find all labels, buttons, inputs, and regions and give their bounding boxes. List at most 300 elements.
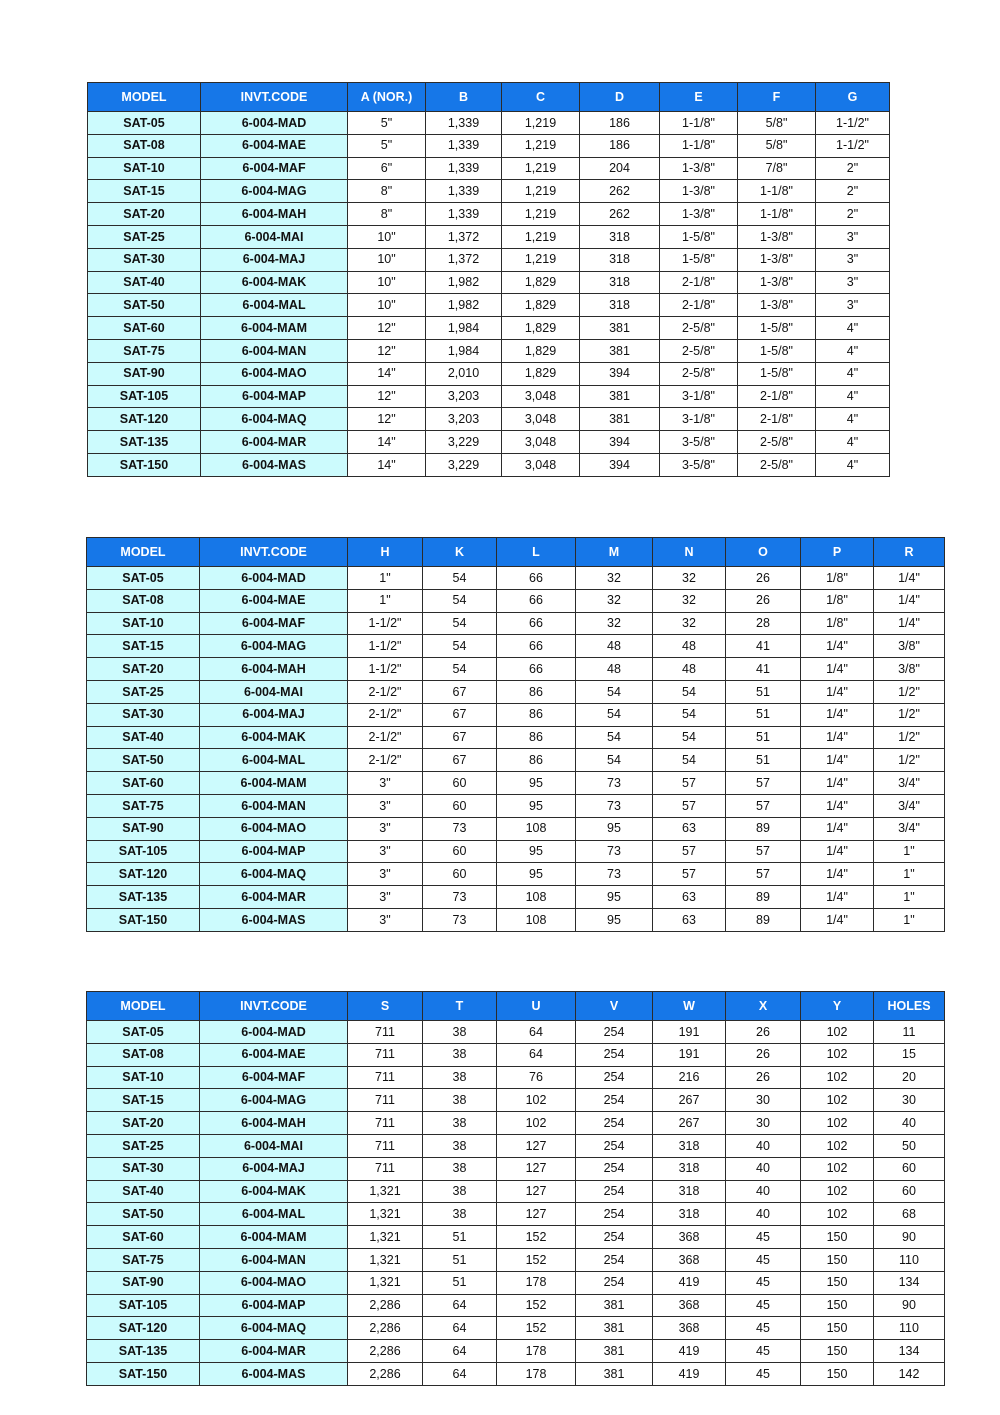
value-cell: 40 xyxy=(726,1203,801,1226)
value-cell: 1,372 xyxy=(426,248,502,271)
model-cell: SAT-08 xyxy=(88,134,201,157)
value-cell: 3,229 xyxy=(426,453,502,476)
dimensions-table-1 xyxy=(87,82,890,477)
column-header: L xyxy=(497,538,576,567)
invt-code-cell: 6-004-MAF xyxy=(200,612,348,635)
value-cell: 54 xyxy=(576,703,653,726)
value-cell: 8" xyxy=(348,180,426,203)
value-cell: 1" xyxy=(348,567,423,590)
value-cell: 6" xyxy=(348,157,426,180)
value-cell: 3" xyxy=(348,886,423,909)
value-cell: 5" xyxy=(348,134,426,157)
value-cell: 76 xyxy=(497,1066,576,1089)
value-cell: 711 xyxy=(348,1066,423,1089)
table-row xyxy=(87,863,945,886)
model-cell: SAT-120 xyxy=(87,863,200,886)
invt-code-cell: 6-004-MAI xyxy=(200,680,348,703)
value-cell: 32 xyxy=(576,612,653,635)
value-cell: 150 xyxy=(801,1271,874,1294)
value-cell: 1/4" xyxy=(801,908,874,931)
value-cell: 381 xyxy=(576,1317,653,1340)
value-cell: 2-5/8" xyxy=(738,453,816,476)
value-cell: 57 xyxy=(726,794,801,817)
value-cell: 95 xyxy=(497,772,576,795)
value-cell: 204 xyxy=(580,157,660,180)
value-cell: 318 xyxy=(653,1203,726,1226)
value-cell: 64 xyxy=(497,1021,576,1044)
value-cell: 178 xyxy=(497,1340,576,1363)
value-cell: 1,829 xyxy=(502,362,580,385)
value-cell: 73 xyxy=(576,772,653,795)
model-cell: SAT-15 xyxy=(88,180,201,203)
value-cell: 60 xyxy=(874,1180,945,1203)
value-cell: 1" xyxy=(874,840,945,863)
value-cell: 32 xyxy=(653,589,726,612)
value-cell: 28 xyxy=(726,612,801,635)
value-cell: 64 xyxy=(423,1362,497,1385)
value-cell: 1/4" xyxy=(874,612,945,635)
value-cell: 5/8" xyxy=(738,134,816,157)
value-cell: 86 xyxy=(497,703,576,726)
value-cell: 1,829 xyxy=(502,294,580,317)
invt-code-cell: 6-004-MAK xyxy=(200,1180,348,1203)
value-cell: 54 xyxy=(653,749,726,772)
table-row xyxy=(88,408,890,431)
model-cell: SAT-25 xyxy=(87,1134,200,1157)
invt-code-cell: 6-004-MAE xyxy=(200,1043,348,1066)
value-cell: 254 xyxy=(576,1226,653,1249)
value-cell: 60 xyxy=(423,772,497,795)
invt-code-cell: 6-004-MAO xyxy=(200,1271,348,1294)
table-row xyxy=(88,317,890,340)
model-cell: SAT-75 xyxy=(88,339,201,362)
table-row xyxy=(87,612,945,635)
value-cell: 45 xyxy=(726,1362,801,1385)
value-cell: 38 xyxy=(423,1157,497,1180)
value-cell: 152 xyxy=(497,1294,576,1317)
value-cell: 102 xyxy=(801,1043,874,1066)
value-cell: 1-5/8" xyxy=(660,225,738,248)
model-cell: SAT-50 xyxy=(88,294,201,317)
invt-code-cell: 6-004-MAP xyxy=(200,840,348,863)
value-cell: 2" xyxy=(816,157,890,180)
model-cell: SAT-08 xyxy=(87,1043,200,1066)
table-row xyxy=(87,794,945,817)
table-row xyxy=(87,567,945,590)
column-header: G xyxy=(816,83,890,112)
column-header: INVT.CODE xyxy=(200,538,348,567)
value-cell: 102 xyxy=(801,1112,874,1135)
model-cell: SAT-05 xyxy=(88,112,201,135)
value-cell: 318 xyxy=(580,271,660,294)
invt-code-cell: 6-004-MAH xyxy=(200,1112,348,1135)
value-cell: 15 xyxy=(874,1043,945,1066)
model-cell: SAT-40 xyxy=(88,271,201,294)
value-cell: 20 xyxy=(874,1066,945,1089)
table-row xyxy=(88,385,890,408)
model-cell: SAT-60 xyxy=(88,317,201,340)
invt-code-cell: 6-004-MAE xyxy=(201,134,348,157)
table-row xyxy=(87,658,945,681)
value-cell: 3-5/8" xyxy=(660,453,738,476)
value-cell: 711 xyxy=(348,1043,423,1066)
model-cell: SAT-75 xyxy=(87,794,200,817)
model-cell: SAT-105 xyxy=(87,1294,200,1317)
value-cell: 150 xyxy=(801,1317,874,1340)
value-cell: 67 xyxy=(423,680,497,703)
invt-code-cell: 6-004-MAQ xyxy=(200,1317,348,1340)
value-cell: 1-3/8" xyxy=(660,180,738,203)
value-cell: 191 xyxy=(653,1043,726,1066)
invt-code-cell: 6-004-MAM xyxy=(200,772,348,795)
value-cell: 1,984 xyxy=(426,339,502,362)
value-cell: 1,219 xyxy=(502,203,580,226)
value-cell: 32 xyxy=(653,612,726,635)
value-cell: 127 xyxy=(497,1203,576,1226)
table-row xyxy=(87,1317,945,1340)
value-cell: 51 xyxy=(423,1271,497,1294)
invt-code-cell: 6-004-MAG xyxy=(200,1089,348,1112)
value-cell: 254 xyxy=(576,1271,653,1294)
model-cell: SAT-90 xyxy=(87,1271,200,1294)
invt-code-cell: 6-004-MAN xyxy=(200,794,348,817)
value-cell: 3" xyxy=(348,794,423,817)
value-cell: 1,984 xyxy=(426,317,502,340)
value-cell: 102 xyxy=(801,1180,874,1203)
value-cell: 90 xyxy=(874,1294,945,1317)
table-row xyxy=(87,1157,945,1180)
model-cell: SAT-15 xyxy=(87,635,200,658)
value-cell: 57 xyxy=(653,772,726,795)
invt-code-cell: 6-004-MAS xyxy=(200,908,348,931)
value-cell: 1,321 xyxy=(348,1271,423,1294)
column-header: MODEL xyxy=(87,538,200,567)
value-cell: 26 xyxy=(726,567,801,590)
value-cell: 3" xyxy=(348,772,423,795)
value-cell: 2,286 xyxy=(348,1362,423,1385)
invt-code-cell: 6-004-MAE xyxy=(200,589,348,612)
value-cell: 1,829 xyxy=(502,317,580,340)
value-cell: 32 xyxy=(653,567,726,590)
value-cell: 2,286 xyxy=(348,1317,423,1340)
table-row xyxy=(87,1294,945,1317)
value-cell: 127 xyxy=(497,1180,576,1203)
value-cell: 1" xyxy=(874,863,945,886)
table-row xyxy=(87,886,945,909)
value-cell: 38 xyxy=(423,1134,497,1157)
model-cell: SAT-90 xyxy=(87,817,200,840)
value-cell: 254 xyxy=(576,1066,653,1089)
value-cell: 86 xyxy=(497,749,576,772)
value-cell: 134 xyxy=(874,1340,945,1363)
value-cell: 368 xyxy=(653,1294,726,1317)
value-cell: 127 xyxy=(497,1157,576,1180)
model-cell: SAT-25 xyxy=(87,680,200,703)
value-cell: 57 xyxy=(653,840,726,863)
value-cell: 40 xyxy=(726,1157,801,1180)
value-cell: 1-1/2" xyxy=(348,635,423,658)
value-cell: 1,321 xyxy=(348,1203,423,1226)
value-cell: 216 xyxy=(653,1066,726,1089)
value-cell: 10" xyxy=(348,248,426,271)
value-cell: 4" xyxy=(816,362,890,385)
value-cell: 711 xyxy=(348,1157,423,1180)
value-cell: 38 xyxy=(423,1066,497,1089)
value-cell: 3/8" xyxy=(874,658,945,681)
value-cell: 394 xyxy=(580,362,660,385)
value-cell: 711 xyxy=(348,1134,423,1157)
value-cell: 4" xyxy=(816,339,890,362)
invt-code-cell: 6-004-MAG xyxy=(200,635,348,658)
value-cell: 50 xyxy=(874,1134,945,1157)
value-cell: 1,339 xyxy=(426,112,502,135)
value-cell: 3" xyxy=(348,908,423,931)
value-cell: 394 xyxy=(580,431,660,454)
dimensions-table-2 xyxy=(86,537,945,932)
value-cell: 30 xyxy=(726,1112,801,1135)
value-cell: 381 xyxy=(580,385,660,408)
table-row xyxy=(88,339,890,362)
value-cell: 60 xyxy=(423,794,497,817)
value-cell: 3,203 xyxy=(426,385,502,408)
value-cell: 45 xyxy=(726,1294,801,1317)
model-cell: SAT-90 xyxy=(88,362,201,385)
value-cell: 394 xyxy=(580,453,660,476)
value-cell: 4" xyxy=(816,431,890,454)
value-cell: 134 xyxy=(874,1271,945,1294)
model-cell: SAT-05 xyxy=(87,1021,200,1044)
value-cell: 419 xyxy=(653,1340,726,1363)
value-cell: 1/4" xyxy=(801,726,874,749)
value-cell: 152 xyxy=(497,1317,576,1340)
column-header: O xyxy=(726,538,801,567)
value-cell: 1-5/8" xyxy=(738,339,816,362)
value-cell: 64 xyxy=(423,1294,497,1317)
model-cell: SAT-05 xyxy=(87,567,200,590)
model-cell: SAT-150 xyxy=(87,1362,200,1385)
model-cell: SAT-10 xyxy=(87,1066,200,1089)
value-cell: 2-5/8" xyxy=(660,317,738,340)
table-row xyxy=(87,1340,945,1363)
value-cell: 3,048 xyxy=(502,431,580,454)
model-cell: SAT-50 xyxy=(87,749,200,772)
value-cell: 2-5/8" xyxy=(660,339,738,362)
value-cell: 2-1/8" xyxy=(660,294,738,317)
column-header: B xyxy=(426,83,502,112)
value-cell: 186 xyxy=(580,134,660,157)
model-cell: SAT-40 xyxy=(87,726,200,749)
value-cell: 54 xyxy=(576,680,653,703)
value-cell: 3/4" xyxy=(874,794,945,817)
value-cell: 1/2" xyxy=(874,726,945,749)
value-cell: 254 xyxy=(576,1248,653,1271)
value-cell: 63 xyxy=(653,908,726,931)
value-cell: 419 xyxy=(653,1362,726,1385)
value-cell: 48 xyxy=(576,635,653,658)
value-cell: 64 xyxy=(423,1340,497,1363)
table-row xyxy=(87,1248,945,1271)
invt-code-cell: 6-004-MAH xyxy=(200,658,348,681)
value-cell: 89 xyxy=(726,886,801,909)
invt-code-cell: 6-004-MAK xyxy=(200,726,348,749)
value-cell: 54 xyxy=(653,703,726,726)
model-cell: SAT-40 xyxy=(87,1180,200,1203)
table-row xyxy=(88,203,890,226)
value-cell: 4" xyxy=(816,385,890,408)
value-cell: 1/8" xyxy=(801,589,874,612)
value-cell: 381 xyxy=(580,317,660,340)
value-cell: 711 xyxy=(348,1021,423,1044)
value-cell: 254 xyxy=(576,1180,653,1203)
value-cell: 54 xyxy=(423,658,497,681)
model-cell: SAT-30 xyxy=(87,703,200,726)
value-cell: 108 xyxy=(497,817,576,840)
value-cell: 38 xyxy=(423,1043,497,1066)
table-row xyxy=(88,134,890,157)
value-cell: 1-1/8" xyxy=(660,112,738,135)
value-cell: 1,982 xyxy=(426,294,502,317)
invt-code-cell: 6-004-MAL xyxy=(200,749,348,772)
value-cell: 3" xyxy=(816,225,890,248)
value-cell: 60 xyxy=(423,840,497,863)
value-cell: 1,339 xyxy=(426,180,502,203)
value-cell: 254 xyxy=(576,1134,653,1157)
model-cell: SAT-20 xyxy=(87,1112,200,1135)
model-cell: SAT-25 xyxy=(88,225,201,248)
value-cell: 150 xyxy=(801,1248,874,1271)
header-row xyxy=(87,992,945,1021)
value-cell: 1-3/8" xyxy=(738,294,816,317)
value-cell: 3,203 xyxy=(426,408,502,431)
value-cell: 2-5/8" xyxy=(660,362,738,385)
invt-code-cell: 6-004-MAG xyxy=(201,180,348,203)
value-cell: 64 xyxy=(497,1043,576,1066)
value-cell: 26 xyxy=(726,589,801,612)
value-cell: 381 xyxy=(580,339,660,362)
value-cell: 1/4" xyxy=(801,658,874,681)
value-cell: 54 xyxy=(653,726,726,749)
value-cell: 54 xyxy=(423,635,497,658)
invt-code-cell: 6-004-MAM xyxy=(200,1226,348,1249)
column-header: S xyxy=(348,992,423,1021)
value-cell: 102 xyxy=(497,1089,576,1112)
value-cell: 102 xyxy=(801,1089,874,1112)
value-cell: 57 xyxy=(726,772,801,795)
value-cell: 1,372 xyxy=(426,225,502,248)
value-cell: 3" xyxy=(348,863,423,886)
value-cell: 2-1/2" xyxy=(348,726,423,749)
value-cell: 254 xyxy=(576,1157,653,1180)
table-row xyxy=(87,589,945,612)
value-cell: 38 xyxy=(423,1180,497,1203)
value-cell: 32 xyxy=(576,589,653,612)
value-cell: 26 xyxy=(726,1066,801,1089)
invt-code-cell: 6-004-MAF xyxy=(200,1066,348,1089)
value-cell: 64 xyxy=(423,1317,497,1340)
value-cell: 150 xyxy=(801,1226,874,1249)
value-cell: 368 xyxy=(653,1317,726,1340)
value-cell: 262 xyxy=(580,180,660,203)
value-cell: 1-5/8" xyxy=(660,248,738,271)
value-cell: 1,321 xyxy=(348,1248,423,1271)
value-cell: 95 xyxy=(497,794,576,817)
value-cell: 95 xyxy=(497,863,576,886)
column-header: MODEL xyxy=(87,992,200,1021)
value-cell: 12" xyxy=(348,317,426,340)
value-cell: 1,829 xyxy=(502,271,580,294)
model-cell: SAT-10 xyxy=(88,157,201,180)
value-cell: 45 xyxy=(726,1317,801,1340)
value-cell: 51 xyxy=(423,1226,497,1249)
value-cell: 73 xyxy=(423,908,497,931)
invt-code-cell: 6-004-MAN xyxy=(201,339,348,362)
value-cell: 2,010 xyxy=(426,362,502,385)
column-header: T xyxy=(423,992,497,1021)
value-cell: 1,219 xyxy=(502,248,580,271)
value-cell: 86 xyxy=(497,680,576,703)
value-cell: 1" xyxy=(348,589,423,612)
value-cell: 8" xyxy=(348,203,426,226)
value-cell: 102 xyxy=(801,1203,874,1226)
value-cell: 1,982 xyxy=(426,271,502,294)
table-row xyxy=(87,1021,945,1044)
value-cell: 3" xyxy=(816,271,890,294)
value-cell: 57 xyxy=(653,863,726,886)
column-header: E xyxy=(660,83,738,112)
value-cell: 51 xyxy=(726,726,801,749)
value-cell: 1,219 xyxy=(502,180,580,203)
value-cell: 1/4" xyxy=(801,635,874,658)
value-cell: 318 xyxy=(653,1134,726,1157)
value-cell: 2-1/2" xyxy=(348,680,423,703)
value-cell: 26 xyxy=(726,1021,801,1044)
value-cell: 10" xyxy=(348,271,426,294)
column-header: P xyxy=(801,538,874,567)
value-cell: 3/4" xyxy=(874,817,945,840)
value-cell: 318 xyxy=(580,225,660,248)
value-cell: 110 xyxy=(874,1317,945,1340)
value-cell: 3,048 xyxy=(502,453,580,476)
table-row xyxy=(87,772,945,795)
column-header: INVT.CODE xyxy=(201,83,348,112)
value-cell: 368 xyxy=(653,1226,726,1249)
value-cell: 1/4" xyxy=(801,772,874,795)
value-cell: 1-1/2" xyxy=(816,112,890,135)
value-cell: 38 xyxy=(423,1021,497,1044)
value-cell: 178 xyxy=(497,1362,576,1385)
value-cell: 57 xyxy=(726,840,801,863)
value-cell: 89 xyxy=(726,817,801,840)
value-cell: 381 xyxy=(576,1340,653,1363)
dimensions-table-3 xyxy=(86,991,945,1386)
table-row xyxy=(88,225,890,248)
value-cell: 41 xyxy=(726,635,801,658)
value-cell: 38 xyxy=(423,1089,497,1112)
value-cell: 12" xyxy=(348,339,426,362)
invt-code-cell: 6-004-MAS xyxy=(200,1362,348,1385)
value-cell: 3" xyxy=(348,817,423,840)
column-header: K xyxy=(423,538,497,567)
table-row xyxy=(88,362,890,385)
value-cell: 1-5/8" xyxy=(738,317,816,340)
value-cell: 127 xyxy=(497,1134,576,1157)
value-cell: 1-3/8" xyxy=(738,225,816,248)
value-cell: 2-1/2" xyxy=(348,749,423,772)
value-cell: 1-3/8" xyxy=(660,203,738,226)
value-cell: 48 xyxy=(576,658,653,681)
value-cell: 2,286 xyxy=(348,1294,423,1317)
value-cell: 73 xyxy=(576,794,653,817)
